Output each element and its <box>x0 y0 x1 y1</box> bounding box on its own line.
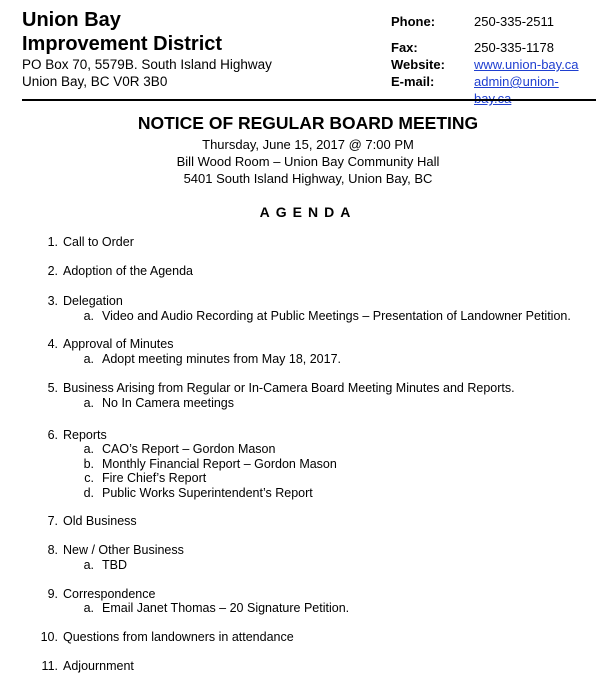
agenda-item-number: 6. <box>47 428 58 442</box>
agenda-item-number: 2. <box>47 264 58 278</box>
phone-value: 250-335-2511 <box>474 14 554 29</box>
org-name-line1: Union Bay <box>22 9 121 31</box>
header-divider <box>22 99 596 101</box>
org-address-line1: PO Box 70, 5579B. South Island Highway <box>22 57 272 72</box>
org-name-line2: Improvement District <box>22 33 223 55</box>
agenda-item-adoption: Adoption of the Agenda <box>63 264 193 278</box>
email-label: E-mail: <box>391 74 435 89</box>
agenda-item-approval-of-minutes: Approval of Minutes <box>63 337 174 351</box>
agenda-subitem: TBD <box>102 558 127 572</box>
agenda-subitem-letter: a. <box>83 352 94 366</box>
agenda-item-number: 9. <box>47 587 58 601</box>
email-link[interactable]: admin@union-bay.ca <box>474 74 559 106</box>
agenda-subitem-letter: d. <box>83 486 94 500</box>
fax-label: Fax: <box>391 40 418 55</box>
agenda-item-number: 1. <box>47 235 58 249</box>
website-label: Website: <box>391 57 445 72</box>
meeting-date-time: Thursday, June 15, 2017 @ 7:00 PM <box>202 137 414 152</box>
agenda-subitem: Public Works Superintendent’s Report <box>102 486 313 500</box>
agenda-item-number: 4. <box>47 337 58 351</box>
agenda-item-old-business: Old Business <box>63 514 137 528</box>
fax-value: 250-335-1178 <box>474 40 554 55</box>
agenda-subitem: Fire Chief’s Report <box>102 471 207 485</box>
agenda-item-adjournment: Adjournment <box>63 659 134 673</box>
agenda-item-call-to-order: Call to Order <box>63 235 134 249</box>
agenda-item-number: 5. <box>47 381 58 395</box>
meeting-room: Bill Wood Room – Union Bay Community Hall <box>176 154 440 169</box>
letterhead <box>22 8 596 106</box>
agenda-item-new-business: New / Other Business <box>63 543 184 557</box>
agenda-item-number: 7. <box>47 514 58 528</box>
agenda-heading: AGENDA <box>259 204 357 220</box>
agenda-subitem: Email Janet Thomas – 20 Signature Petition. <box>102 601 350 615</box>
agenda-subitem: No In Camera meetings <box>102 396 235 410</box>
agenda-subitem-letter: c. <box>84 471 94 485</box>
agenda-item-number: 3. <box>47 294 58 308</box>
agenda-subitem-letter: b. <box>83 457 94 471</box>
agenda-subitem: Monthly Financial Report – Gordon Mason <box>102 457 337 471</box>
agenda-subitem-letter: a. <box>83 601 94 615</box>
meeting-address: 5401 South Island Highway, Union Bay, BC <box>183 171 433 186</box>
website-link[interactable]: www.union-bay.ca <box>474 57 579 72</box>
agenda-item-correspondence: Correspondence <box>63 587 156 601</box>
agenda-subitem-letter: a. <box>83 558 94 572</box>
agenda-subitem-letter: a. <box>83 396 94 410</box>
agenda-subitem: Adopt meeting minutes from May 18, 2017. <box>102 352 342 366</box>
agenda-subitem-letter: a. <box>83 442 94 456</box>
org-address-line2: Union Bay, BC V0R 3B0 <box>22 74 168 89</box>
agenda-subitem: CAO’s Report – Gordon Mason <box>102 442 276 456</box>
agenda-item-questions: Questions from landowners in attendance <box>63 630 294 644</box>
agenda-item-number: 10. <box>40 630 58 644</box>
agenda-item-number: 11. <box>41 659 58 673</box>
agenda-item-delegation: Delegation <box>63 294 123 308</box>
agenda-subitem: Video and Audio Recording at Public Meetings – Presentation of Landowner Petition. <box>102 309 571 323</box>
phone-label: Phone: <box>391 14 436 29</box>
agenda-item-reports: Reports <box>63 428 107 442</box>
agenda-subitem-letter: a. <box>83 309 94 323</box>
agenda-item-number: 8. <box>47 543 58 557</box>
notice-title: NOTICE OF REGULAR BOARD MEETING <box>137 113 479 133</box>
agenda-item-business-arising: Business Arising from Regular or In-Camera Board Meeting Minutes and Reports. <box>63 381 515 395</box>
